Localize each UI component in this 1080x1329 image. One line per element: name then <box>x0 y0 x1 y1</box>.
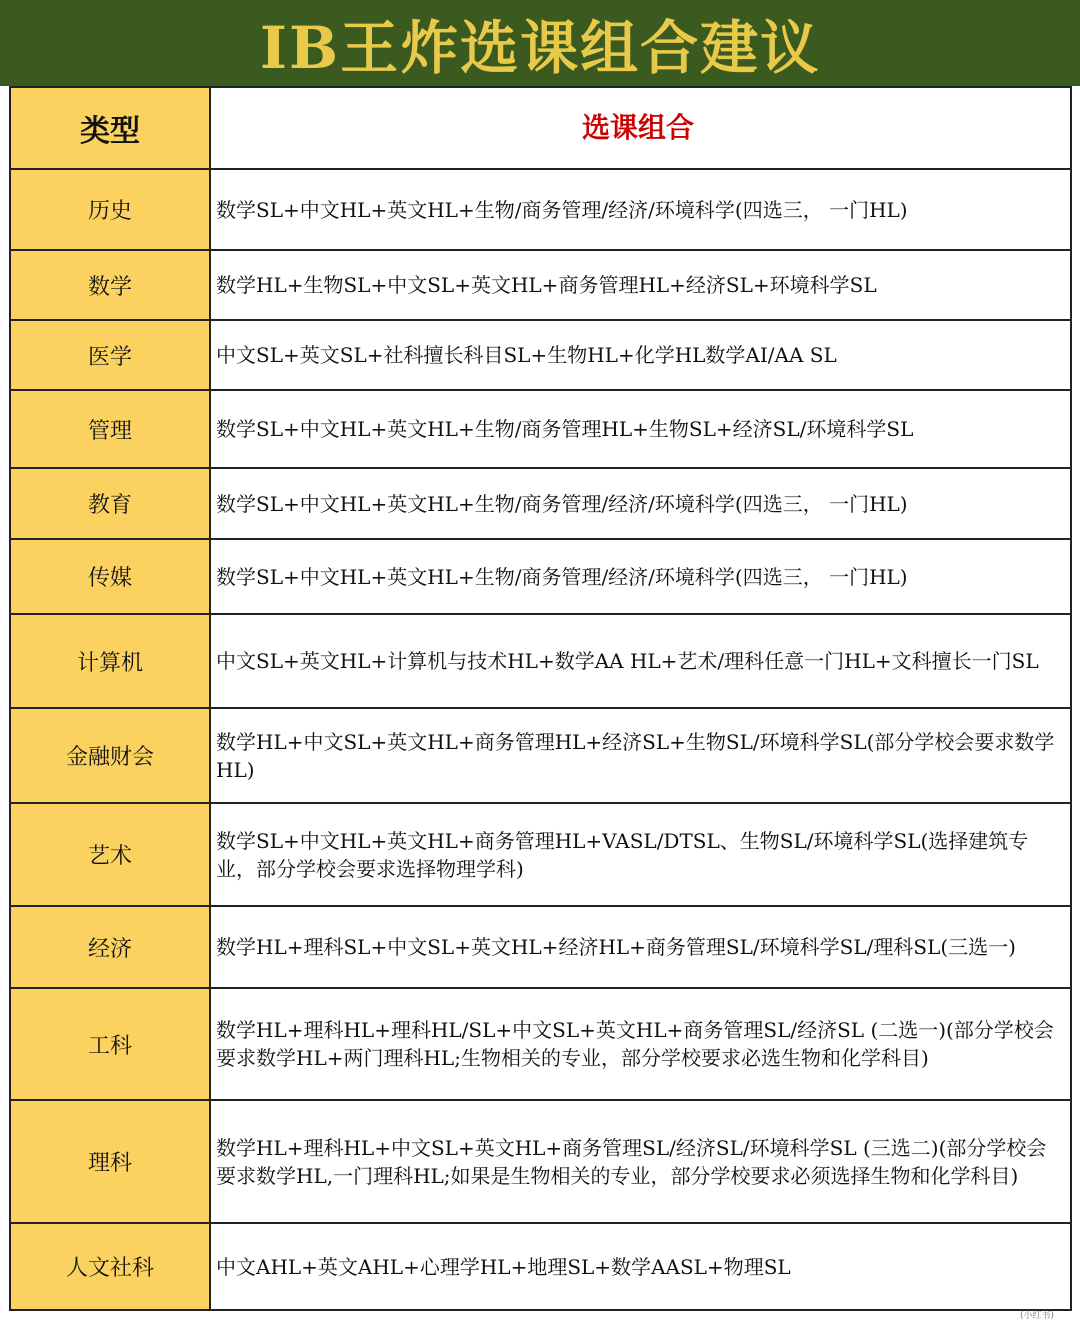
row-combo: 数学HL+理科HL+中文SL+英文HL+商务管理SL/经济SL/环境科学SL (三选二)(部分学校会要求数学HL,一门理科HL;如果是生物相关的专业，部分学校要求必须选择生物和化学科目) <box>210 1100 1071 1223</box>
row-type: 理科 <box>10 1100 210 1223</box>
row-type: 艺术 <box>10 803 210 906</box>
row-type: 管理 <box>10 390 210 468</box>
table-row <box>10 906 1071 988</box>
row-combo: 数学HL+理科SL+中文SL+英文HL+经济HL+商务管理SL/环境科学SL/理科SL(三选一) <box>210 906 1071 988</box>
row-combo: 数学SL+中文HL+英文HL+生物/商务管理/经济/环境科学(四选三， 一门HL) <box>210 468 1071 539</box>
row-combo: 数学SL+中文HL+英文HL+商务管理HL+VASL/DTSL、生物SL/环境科学SL(选择建筑专业，部分学校会要求选择物理学科) <box>210 803 1071 906</box>
table-header-row <box>10 87 1071 169</box>
row-type: 金融财会 <box>10 708 210 803</box>
table-row <box>10 1100 1071 1223</box>
page-title: IB王炸选课组合建议 <box>259 14 821 82</box>
row-type: 人文社科 <box>10 1223 210 1310</box>
header-type: 类型 <box>10 87 210 169</box>
header-combo: 选课组合 <box>210 87 1071 169</box>
row-combo: 中文SL+英文HL+计算机与技术HL+数学AA HL+艺术/理科任意一门HL+文科擅长一门SL <box>210 614 1071 708</box>
row-type: 教育 <box>10 468 210 539</box>
row-combo: 数学SL+中文HL+英文HL+生物/商务管理/经济/环境科学(四选三， 一门HL) <box>210 169 1071 250</box>
table-row <box>10 250 1071 320</box>
row-combo: 数学HL+中文SL+英文HL+商务管理HL+经济SL+生物SL/环境科学SL(部分学校会要求数学HL) <box>210 708 1071 803</box>
table-row <box>10 468 1071 539</box>
table-row <box>10 988 1071 1100</box>
table-row <box>10 803 1071 906</box>
title-banner <box>0 0 1080 86</box>
row-combo: 数学HL+理科HL+理科HL/SL+中文SL+英文HL+商务管理SL/经济SL (二选一)(部分学校会要求数学HL+两门理科HL;生物相关的专业，部分学校要求必选生物和化学科目) <box>210 988 1071 1100</box>
course-table <box>9 86 1072 1311</box>
row-combo: 中文SL+英文SL+社科擅长科目SL+生物HL+化学HL数学AI/AA SL <box>210 320 1071 390</box>
watermark-text: 小红书 <box>1023 1311 1051 1321</box>
table-row <box>10 1223 1071 1310</box>
watermark: (小红书) <box>1019 1311 1054 1321</box>
table-row <box>10 169 1071 250</box>
row-type: 经济 <box>10 906 210 988</box>
table-row <box>10 320 1071 390</box>
row-combo: 数学HL+生物SL+中文SL+英文HL+商务管理HL+经济SL+环境科学SL <box>210 250 1071 320</box>
row-type: 历史 <box>10 169 210 250</box>
table-row <box>10 539 1071 614</box>
row-type: 传媒 <box>10 539 210 614</box>
row-combo: 中文AHL+英文AHL+心理学HL+地理SL+数学AASL+物理SL <box>210 1223 1071 1310</box>
table-row <box>10 390 1071 468</box>
row-type: 医学 <box>10 320 210 390</box>
row-combo: 数学SL+中文HL+英文HL+生物/商务管理/经济/环境科学(四选三， 一门HL) <box>210 539 1071 614</box>
table-row <box>10 708 1071 803</box>
row-combo: 数学SL+中文HL+英文HL+生物/商务管理HL+生物SL+经济SL/环境科学SL <box>210 390 1071 468</box>
row-type: 数学 <box>10 250 210 320</box>
table-row <box>10 614 1071 708</box>
row-type: 计算机 <box>10 614 210 708</box>
row-type: 工科 <box>10 988 210 1100</box>
